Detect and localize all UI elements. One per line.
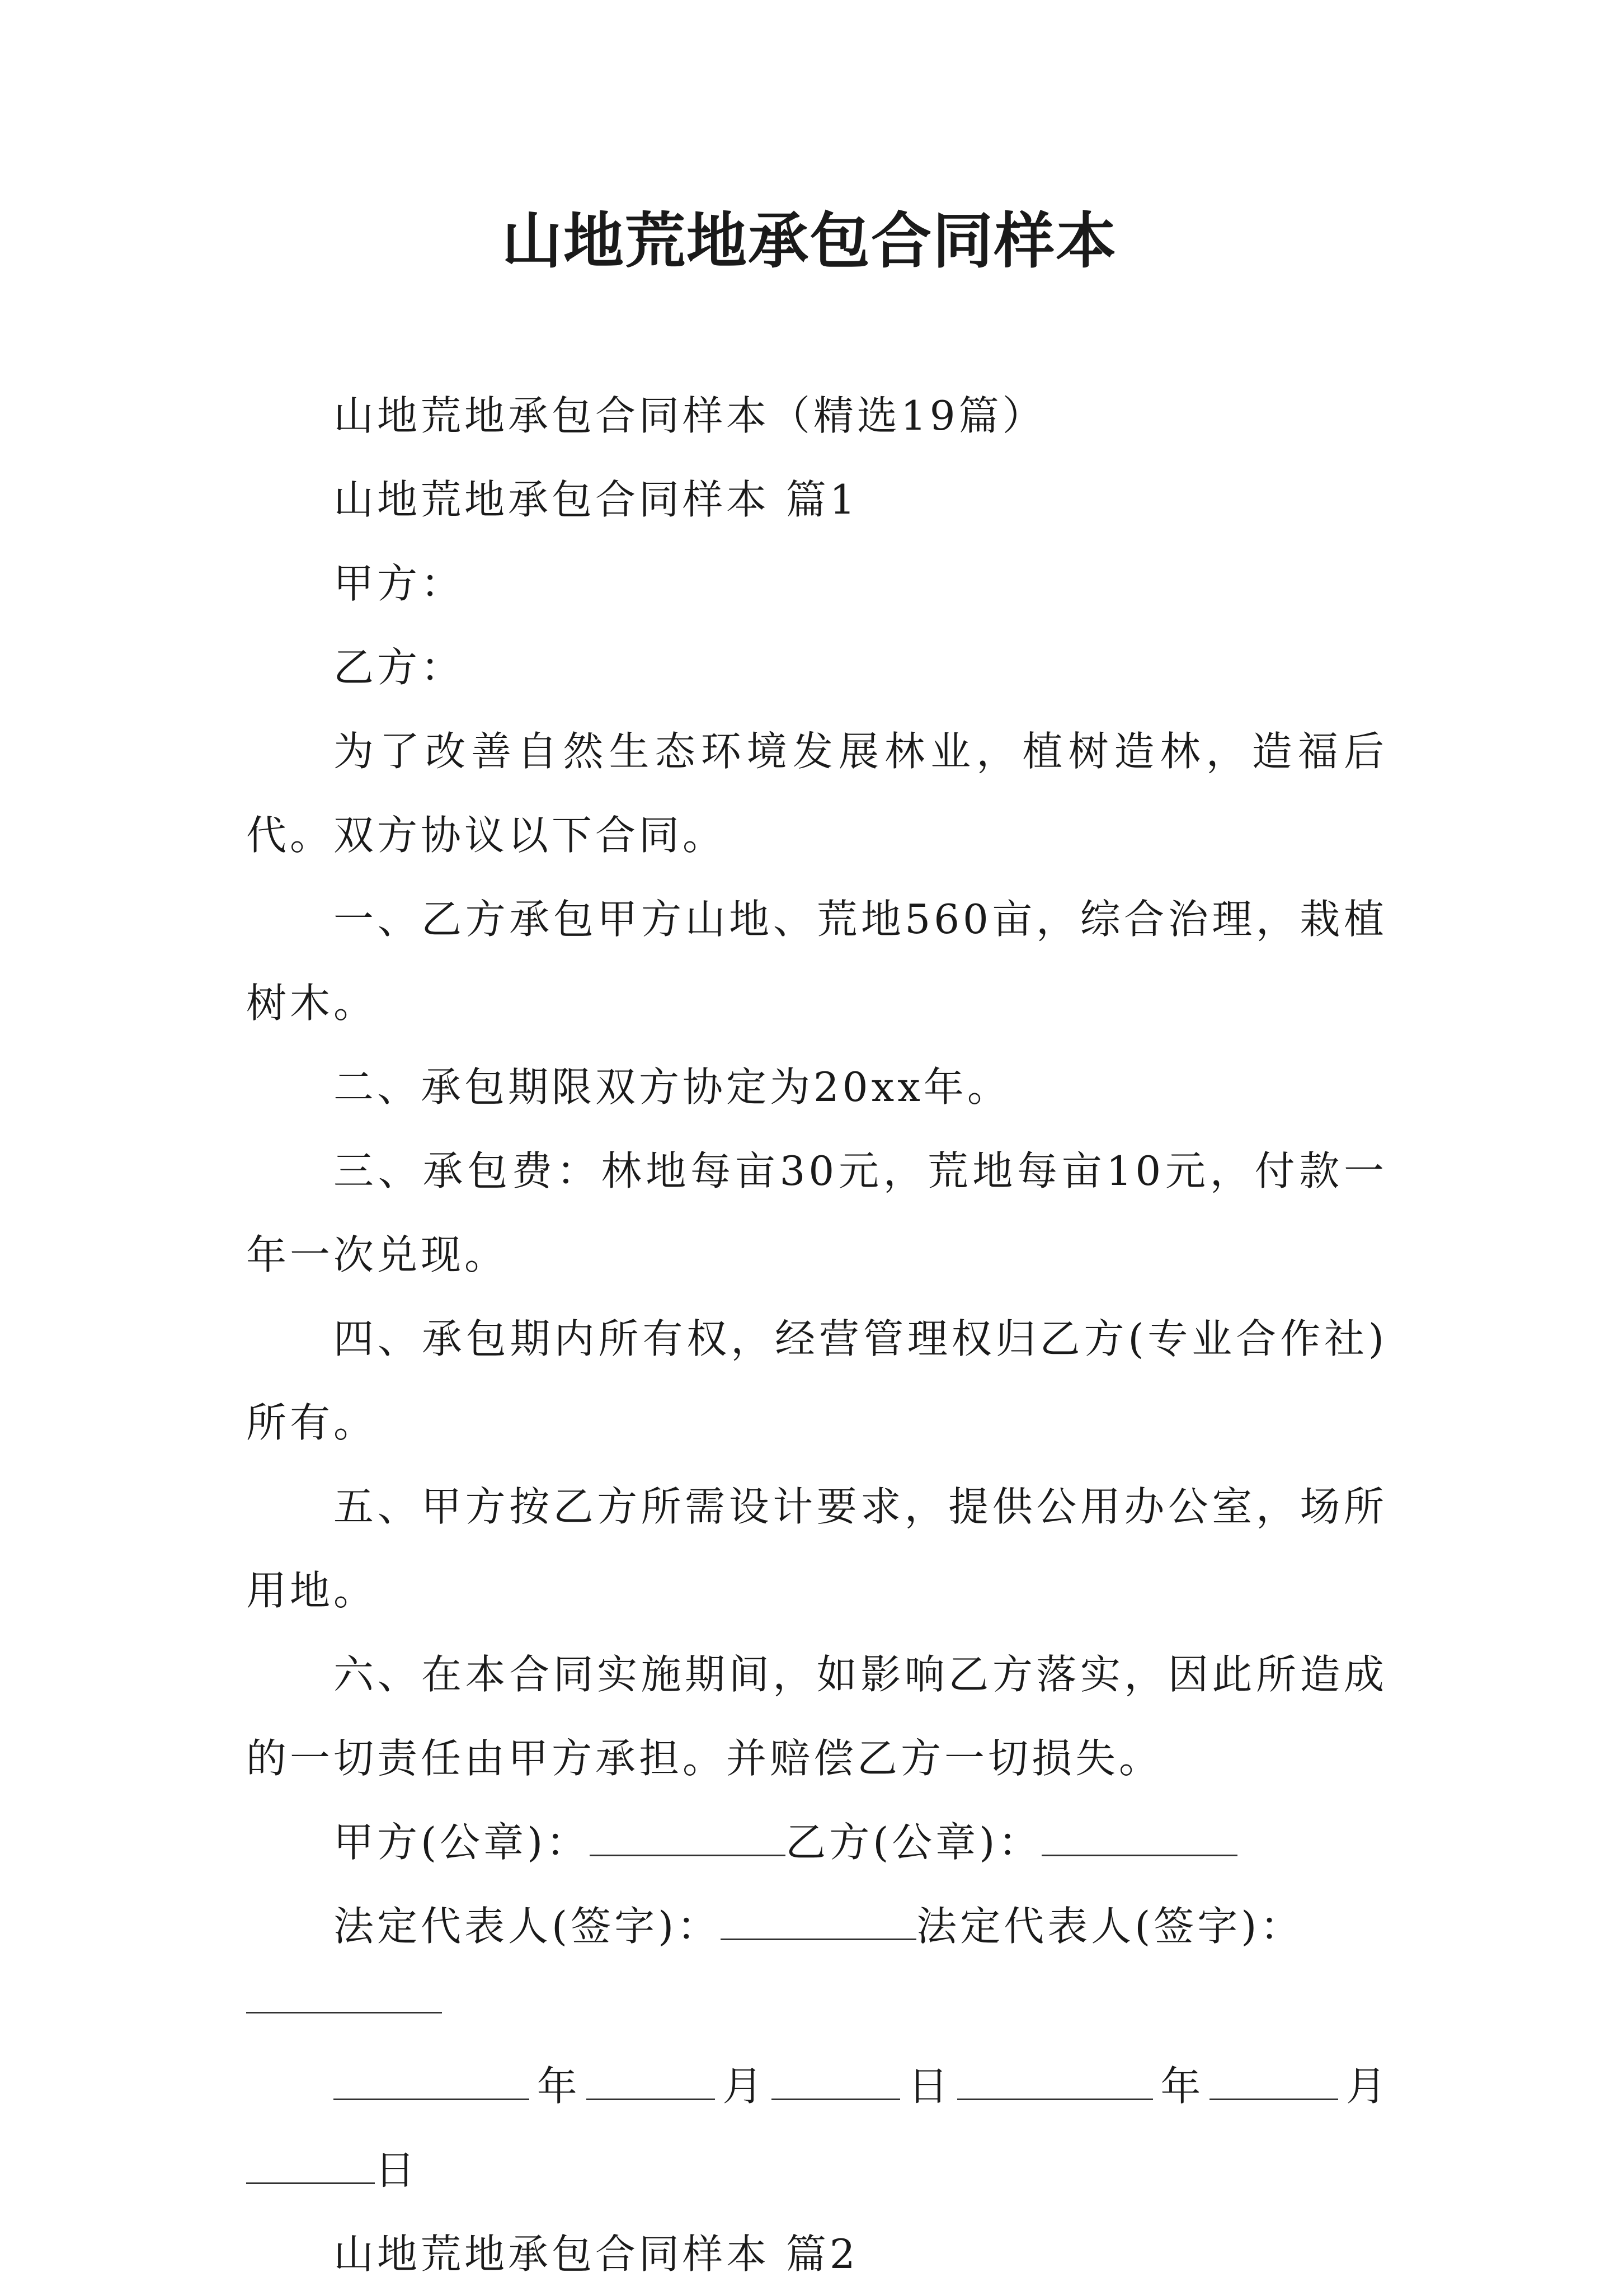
rep-a-label: 法定代表人(签字)： <box>333 1903 721 1950</box>
party-b-label: 乙方： <box>333 644 465 691</box>
date-a-month-blank <box>586 2065 715 2100</box>
section-heading: 山地荒地承包合同样本 篇2 <box>333 2231 859 2278</box>
seal-b-label: 乙方(公章)： <box>785 1819 1042 1866</box>
intro-paragraph: 为了改善自然生态环境发展林业，植树造林，造福后代。双方协议以下合同。 <box>246 728 1387 859</box>
seal-b-blank <box>1042 1821 1237 1856</box>
rep-b-label: 法定代表人(签字)： <box>916 1903 1304 1950</box>
date-line <box>246 2044 1387 2212</box>
party-a-label: 甲方： <box>333 560 465 607</box>
date-b-month-label: 月 <box>1338 2063 1387 2110</box>
document-body <box>246 374 1387 2296</box>
date-b-year-label: 年 <box>1152 2063 1210 2110</box>
date-b-day-blank <box>246 2149 375 2184</box>
clause-1: 一、乙方承包甲方山地、荒地560亩，综合治理，栽植树木。 <box>246 896 1387 1027</box>
date-b-month-blank <box>1209 2065 1338 2100</box>
date-a-year-label: 年 <box>529 2063 586 2110</box>
date-a-day-label: 日 <box>900 2063 957 2110</box>
rep-a-blank <box>721 1905 916 1940</box>
subtitle: 山地荒地承包合同样本（精选19篇） <box>333 392 1046 439</box>
seal-a-blank <box>590 1821 785 1856</box>
date-a-month-label: 月 <box>714 2063 772 2110</box>
clause-4: 四、承包期内所有权，经营管理权归乙方(专业合作社)所有。 <box>246 1315 1387 1446</box>
section-heading: 山地荒地承包合同样本 篇1 <box>333 476 859 523</box>
clause-5: 五、甲方按乙方所需设计要求，提供公用办公室，场所用地。 <box>246 1483 1387 1614</box>
date-a-year-blank <box>333 2065 529 2100</box>
rep-b-signature-line <box>246 1968 1387 2044</box>
seal-line <box>246 1800 1387 1884</box>
clause-2: 二、承包期限双方协定为20xx年。 <box>333 1064 1011 1111</box>
date-b-day-label: 日 <box>375 2147 417 2194</box>
clause-6: 六、在本合同实施期间，如影响乙方落实，因此所造成的一切责任由甲方承担。并赔偿乙方一切损失。 <box>246 1651 1387 1782</box>
date-b-year-blank <box>957 2065 1153 2100</box>
clause-3: 三、承包费：林地每亩30元，荒地每亩10元，付款一年一次兑现。 <box>246 1147 1387 1278</box>
rep-b-blank <box>246 1978 442 2013</box>
seal-a-label: 甲方(公章)： <box>333 1819 590 1866</box>
representative-line <box>246 1884 1387 1968</box>
document-title: 山地荒地承包合同样本 <box>501 206 1117 276</box>
date-a-day-blank <box>771 2065 900 2100</box>
